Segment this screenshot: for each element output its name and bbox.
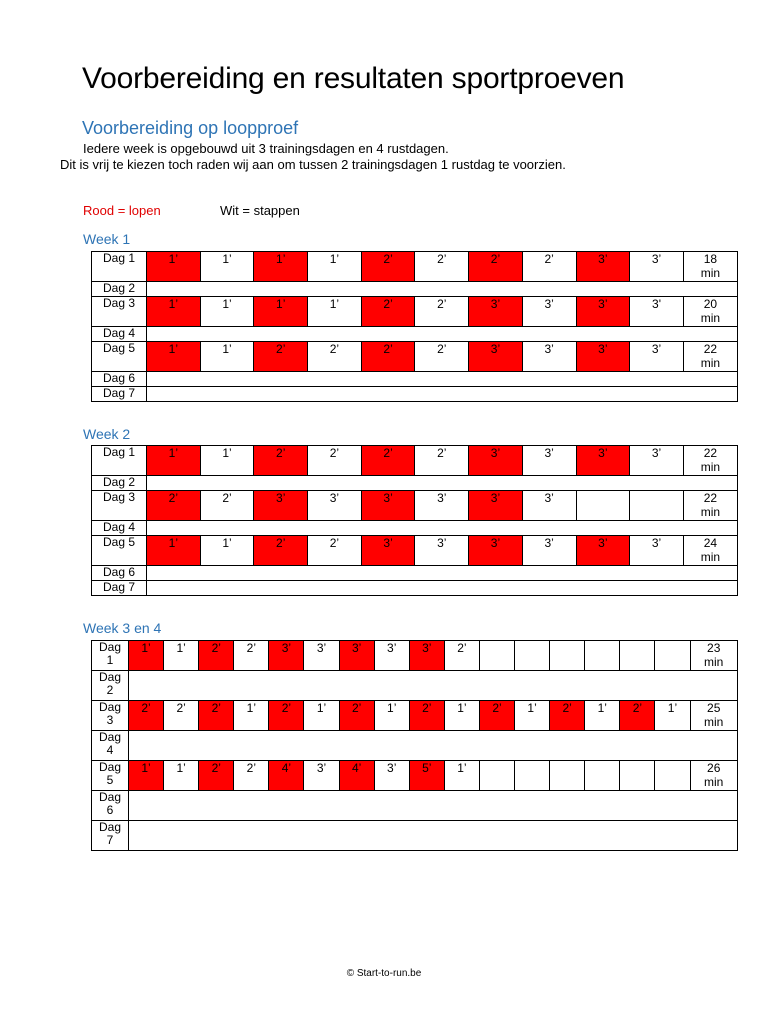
day-label: Dag 4 <box>92 521 147 536</box>
walk-interval-cell: 2’ <box>308 446 362 476</box>
run-interval-cell: 3’ <box>576 446 630 476</box>
day-total-duration: 18 min <box>683 252 737 282</box>
walk-interval-cell: 3’ <box>522 536 576 566</box>
day-label: Dag 5 <box>92 536 147 566</box>
walk-interval-cell: 1’ <box>308 252 362 282</box>
empty-cell <box>620 641 655 671</box>
rest-day-cell <box>129 731 738 761</box>
run-interval-cell: 3’ <box>269 641 304 671</box>
empty-cell <box>576 491 630 521</box>
day-label: Dag 1 <box>92 252 147 282</box>
day-total-duration: 23 min <box>690 641 737 671</box>
day-row <box>92 446 738 476</box>
walk-interval-cell: 2’ <box>444 641 479 671</box>
week-3-4-schedule-table <box>91 640 738 851</box>
day-row <box>92 387 738 402</box>
walk-interval-cell: 2’ <box>415 342 469 372</box>
walk-interval-cell: 2’ <box>415 252 469 282</box>
walk-interval-cell: 1’ <box>164 641 199 671</box>
walk-interval-cell: 3’ <box>374 761 409 791</box>
day-label: Dag 2 <box>92 671 129 701</box>
day-row <box>92 342 738 372</box>
day-row <box>92 821 738 851</box>
day-label: Dag 6 <box>92 566 147 581</box>
day-label: Dag 2 <box>92 476 147 491</box>
walk-interval-cell: 1’ <box>515 701 550 731</box>
day-label: Dag 7 <box>92 387 147 402</box>
walk-interval-cell: 1’ <box>234 701 269 731</box>
walk-interval-cell: 3' <box>630 297 684 327</box>
week-1-heading: Week 1 <box>83 231 131 247</box>
day-total-duration: 22 min <box>683 446 737 476</box>
day-row <box>92 521 738 536</box>
week-3-4-heading: Week 3 en 4 <box>83 620 162 636</box>
run-interval-cell: 2’ <box>254 342 308 372</box>
run-interval-cell: 5’ <box>409 761 444 791</box>
run-interval-cell: 2’ <box>361 297 415 327</box>
run-interval-cell: 2’ <box>361 446 415 476</box>
day-total-duration: 26 min <box>690 761 737 791</box>
day-label: Dag 3 <box>92 297 147 327</box>
section-subtitle: Voorbereiding op loopproef <box>82 118 299 138</box>
run-interval-cell: 3’ <box>469 297 523 327</box>
walk-interval-cell: 1’ <box>200 446 254 476</box>
walk-interval-cell: 1’ <box>200 536 254 566</box>
walk-interval-cell: 3’ <box>522 491 576 521</box>
walk-interval-cell: 3’ <box>415 491 469 521</box>
walk-interval-cell: 1’ <box>444 761 479 791</box>
run-interval-cell: 3’ <box>576 252 630 282</box>
walk-interval-cell: 2’ <box>415 446 469 476</box>
day-label: Dag 3 <box>92 491 147 521</box>
empty-cell <box>550 761 585 791</box>
copyright-footer: © Start-to-run.be <box>346 968 422 979</box>
walk-interval-cell: 2’ <box>308 342 362 372</box>
run-interval-cell: 1’ <box>147 536 201 566</box>
legend-run: Rood = lopen <box>83 203 161 218</box>
day-total-duration: 24 min <box>683 536 737 566</box>
day-label: Dag 1 <box>92 446 147 476</box>
run-interval-cell: 3’ <box>469 342 523 372</box>
empty-cell <box>515 641 550 671</box>
run-interval-cell: 1’ <box>254 297 308 327</box>
run-interval-cell: 1’ <box>147 342 201 372</box>
run-interval-cell: 4’ <box>339 761 374 791</box>
rest-day-cell <box>129 821 738 851</box>
empty-cell <box>550 641 585 671</box>
walk-interval-cell: 1’ <box>200 252 254 282</box>
walk-interval-cell: 2’ <box>200 491 254 521</box>
run-interval-cell: 2’ <box>469 252 523 282</box>
run-interval-cell: 2’ <box>254 536 308 566</box>
day-total-duration: 20 min <box>683 297 737 327</box>
run-interval-cell: 1’ <box>254 252 308 282</box>
run-interval-cell: 3’ <box>469 491 523 521</box>
run-interval-cell: 3’ <box>469 446 523 476</box>
walk-interval-cell: 1’ <box>374 701 409 731</box>
run-interval-cell: 2’ <box>269 701 304 731</box>
empty-cell <box>515 761 550 791</box>
day-row <box>92 282 738 297</box>
walk-interval-cell: 1’ <box>200 342 254 372</box>
run-interval-cell: 2’ <box>361 252 415 282</box>
walk-interval-cell: 2’ <box>415 297 469 327</box>
run-interval-cell: 2’ <box>254 446 308 476</box>
day-row <box>92 536 738 566</box>
rest-day-cell <box>129 671 738 701</box>
run-interval-cell: 2’ <box>339 701 374 731</box>
day-row <box>92 476 738 491</box>
run-interval-cell: 3’ <box>254 491 308 521</box>
walk-interval-cell: 2’ <box>234 761 269 791</box>
day-label: Dag 4 <box>92 327 147 342</box>
week-1-schedule-table <box>91 251 738 402</box>
empty-cell <box>585 641 620 671</box>
run-interval-cell: 1’ <box>129 761 164 791</box>
day-row <box>92 327 738 342</box>
empty-cell <box>479 641 514 671</box>
rest-day-cell <box>129 791 738 821</box>
intro-line-1: Iedere week is opgebouwd uit 3 trainingsdagen en 4 rustdagen. <box>83 141 449 156</box>
run-interval-cell: 1’ <box>147 446 201 476</box>
run-interval-cell: 1’ <box>147 252 201 282</box>
run-interval-cell: 2’ <box>199 761 234 791</box>
rest-day-cell <box>147 581 738 596</box>
walk-interval-cell: 1’ <box>304 701 339 731</box>
empty-cell <box>620 761 655 791</box>
day-label: Dag 7 <box>92 581 147 596</box>
rest-day-cell <box>147 387 738 402</box>
walk-interval-cell: 2’ <box>522 252 576 282</box>
page-title: Voorbereiding en resultaten sportproeven <box>82 62 625 95</box>
walk-interval-cell: 3’ <box>308 491 362 521</box>
run-interval-cell: 3’ <box>576 536 630 566</box>
walk-interval-cell: 1’ <box>200 297 254 327</box>
day-row <box>92 491 738 521</box>
day-row <box>92 731 738 761</box>
walk-interval-cell: 3’ <box>374 641 409 671</box>
run-interval-cell: 3’ <box>576 297 630 327</box>
day-row <box>92 791 738 821</box>
day-row <box>92 372 738 387</box>
day-label: Dag 5 <box>92 342 147 372</box>
walk-interval-cell: 1’ <box>308 297 362 327</box>
walk-interval-cell: 3’ <box>630 342 684 372</box>
intro-line-2: Dit is vrij te kiezen toch raden wij aan om tussen 2 trainingsdagen 1 rustdag te voorzien. <box>60 157 566 172</box>
day-row <box>92 252 738 282</box>
legend-walk: Wit = stappen <box>220 203 300 218</box>
day-row <box>92 297 738 327</box>
walk-interval-cell: 3’ <box>304 641 339 671</box>
run-interval-cell: 2’ <box>129 701 164 731</box>
walk-interval-cell: 3’ <box>415 536 469 566</box>
week-2-schedule-table <box>91 445 738 596</box>
walk-interval-cell: 3’ <box>304 761 339 791</box>
run-interval-cell: 3’ <box>409 641 444 671</box>
walk-interval-cell: 1’ <box>655 701 690 731</box>
walk-interval-cell: 3’ <box>630 446 684 476</box>
day-label: Dag 6 <box>92 791 129 821</box>
day-label: Dag 2 <box>92 282 147 297</box>
run-interval-cell: 2’ <box>550 701 585 731</box>
day-label: Dag 3 <box>92 701 129 731</box>
day-label: Dag 6 <box>92 372 147 387</box>
walk-interval-cell: 3’ <box>522 297 576 327</box>
rest-day-cell <box>147 566 738 581</box>
empty-cell <box>585 761 620 791</box>
empty-cell <box>479 761 514 791</box>
day-total-duration: 25 min <box>690 701 737 731</box>
day-total-duration: 22 min <box>683 342 737 372</box>
run-interval-cell: 1’ <box>147 297 201 327</box>
day-label: Dag 7 <box>92 821 129 851</box>
walk-interval-cell: 1’ <box>444 701 479 731</box>
walk-interval-cell: 1’ <box>585 701 620 731</box>
walk-interval-cell: 2’ <box>308 536 362 566</box>
run-interval-cell: 3’ <box>339 641 374 671</box>
rest-day-cell <box>147 476 738 491</box>
run-interval-cell: 2’ <box>199 641 234 671</box>
day-row <box>92 641 738 671</box>
run-interval-cell: 2’ <box>409 701 444 731</box>
walk-interval-cell: 3’ <box>522 446 576 476</box>
walk-interval-cell: 2’ <box>164 701 199 731</box>
walk-interval-cell: 3’ <box>630 252 684 282</box>
day-label: Dag 5 <box>92 761 129 791</box>
week-2-heading: Week 2 <box>83 426 131 442</box>
day-row <box>92 761 738 791</box>
run-interval-cell: 3’ <box>361 491 415 521</box>
run-interval-cell: 2’ <box>199 701 234 731</box>
run-interval-cell: 2’ <box>620 701 655 731</box>
rest-day-cell <box>147 372 738 387</box>
walk-interval-cell: 3’ <box>522 342 576 372</box>
empty-cell <box>655 761 690 791</box>
rest-day-cell <box>147 521 738 536</box>
day-total-duration: 22 min <box>683 491 737 521</box>
run-interval-cell: 2’ <box>147 491 201 521</box>
walk-interval-cell: 1’ <box>164 761 199 791</box>
day-label: Dag 1 <box>92 641 129 671</box>
run-interval-cell: 3’ <box>576 342 630 372</box>
day-row <box>92 566 738 581</box>
walk-interval-cell: 3’ <box>630 536 684 566</box>
empty-cell <box>630 491 684 521</box>
run-interval-cell: 2’ <box>361 342 415 372</box>
rest-day-cell <box>147 327 738 342</box>
run-interval-cell: 1’ <box>129 641 164 671</box>
day-row <box>92 701 738 731</box>
walk-interval-cell: 2’ <box>234 641 269 671</box>
rest-day-cell <box>147 282 738 297</box>
run-interval-cell: 3’ <box>361 536 415 566</box>
empty-cell <box>655 641 690 671</box>
day-label: Dag 4 <box>92 731 129 761</box>
day-row <box>92 581 738 596</box>
run-interval-cell: 2’ <box>479 701 514 731</box>
run-interval-cell: 3’ <box>469 536 523 566</box>
day-row <box>92 671 738 701</box>
run-interval-cell: 4’ <box>269 761 304 791</box>
